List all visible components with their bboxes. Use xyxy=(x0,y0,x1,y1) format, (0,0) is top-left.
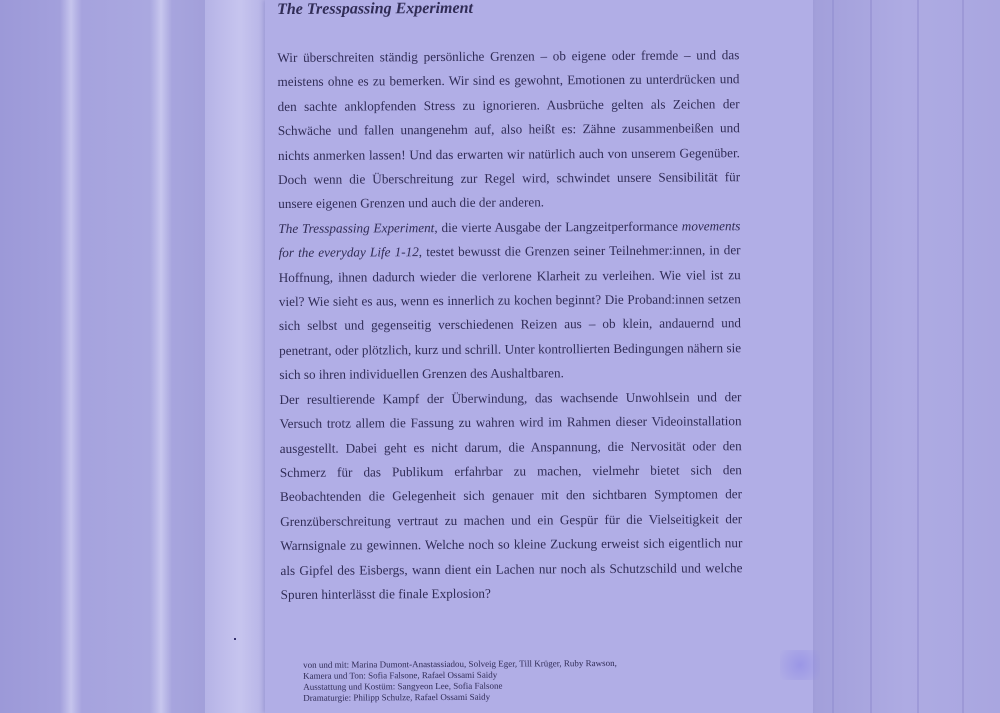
project-title: The Tresspassing Experiment xyxy=(278,219,435,236)
credit-line: von und mit: Marina Dumont-Anastassiadou, Solveig Eger, Till Krüger, Ruby Rawson, xyxy=(303,657,617,670)
wall-stripe xyxy=(832,0,834,713)
paragraph-intro: Wir überschreiten ständig persönliche Grenzen – ob eigene oder fremde – und das meistens ohne es zu bemerken. Wir sind es gewohnt, Emotionen zu unterdrücken und den sachte anklopfenden Stress zu ignorieren. Ausbrüche gelten als Zeichen der Schwäche und fallen unangenehm auf, also heißt es: Zähne zusammenbeißen und nichts anmerken lassen! Und das erwarten wir natürlich auch von unserem Gegenüber. Doch wenn die Überschreitung zur Regel wird, schwindet unsere Sensibilität für unsere eigenen Grenzen und auch die der anderen. xyxy=(277,47,741,212)
credit-line: Kamera und Ton: Sofia Falsone, Rafael Ossami Saidy xyxy=(303,669,498,681)
paragraph-text: , die vierte Ausgabe der Langzeitperformance xyxy=(434,218,682,235)
wall-seam xyxy=(60,0,82,713)
credit-line: Ausstattung und Kostüm: Sangyeon Lee, Sofia Falsone xyxy=(303,680,503,692)
paragraph-installation: Der resultierende Kampf der Überwindung, das wachsende Unwohlsein und der Versuch trotz allem die Fassung zu wahren wird im Rahmen dieser Videoinstallation ausgestellt. Dabei geht es nicht darum, die Anspannung, die Nervosität oder den Schmerz für das Publikum erfahrbar zu machen, vielmehr bietet sich den Beobachtenden die Gelegenheit sich genauer mit den sichtbaren Symptomen der Grenzüberschreitung vertraut zu machen und ein Gespür für die Vielseitigkeit der Warnsignale zu gewinnen. Welche noch so kleine Zuckung erweist sich eigentlich nur als Gipfel des Eisbergs, wann dient ein Lachen nur noch als Schutzschild und welche Spuren hinterlässt die finale Explosion? xyxy=(279,388,743,602)
series-title: movements for the everyday Life 1-12 xyxy=(278,218,741,261)
pin-mark xyxy=(234,638,236,640)
wall-left xyxy=(0,0,215,713)
paragraph-project xyxy=(278,214,741,388)
wall-stripe xyxy=(962,0,964,713)
poster xyxy=(265,0,813,713)
light-glare xyxy=(780,650,820,680)
credit-line: Dramaturgie: Philipp Schulze, Rafael Ossami Saidy xyxy=(303,691,491,703)
wall-stripe xyxy=(870,0,872,713)
wall-seam xyxy=(150,0,172,713)
wall-stripe xyxy=(917,0,919,713)
credits xyxy=(303,658,617,704)
poster-title: The Tresspassing Experiment xyxy=(277,0,473,18)
poster-body xyxy=(277,43,742,607)
wall-right xyxy=(812,0,1000,713)
paragraph-text: , testet bewusst die Grenzen seiner Teilnehmer:innen, in der Hoffnung, ihnen dadurch wieder die verlorene Klarheit zu verleihen. Wie viel ist zu viel? Wie sieht es aus, wenn es innerlich zu kochen beginnt? Die Proband:innen setzen sich selbst und gegenseitig verschiedenen Reizen aus – ob klein, andauernd und penetrant, oder plötzlich, kurz und schrill. Unter kontrollierten Bedingungen nähern sie sich so ihren individuellen Grenzen des Aushaltbaren. xyxy=(278,242,742,383)
